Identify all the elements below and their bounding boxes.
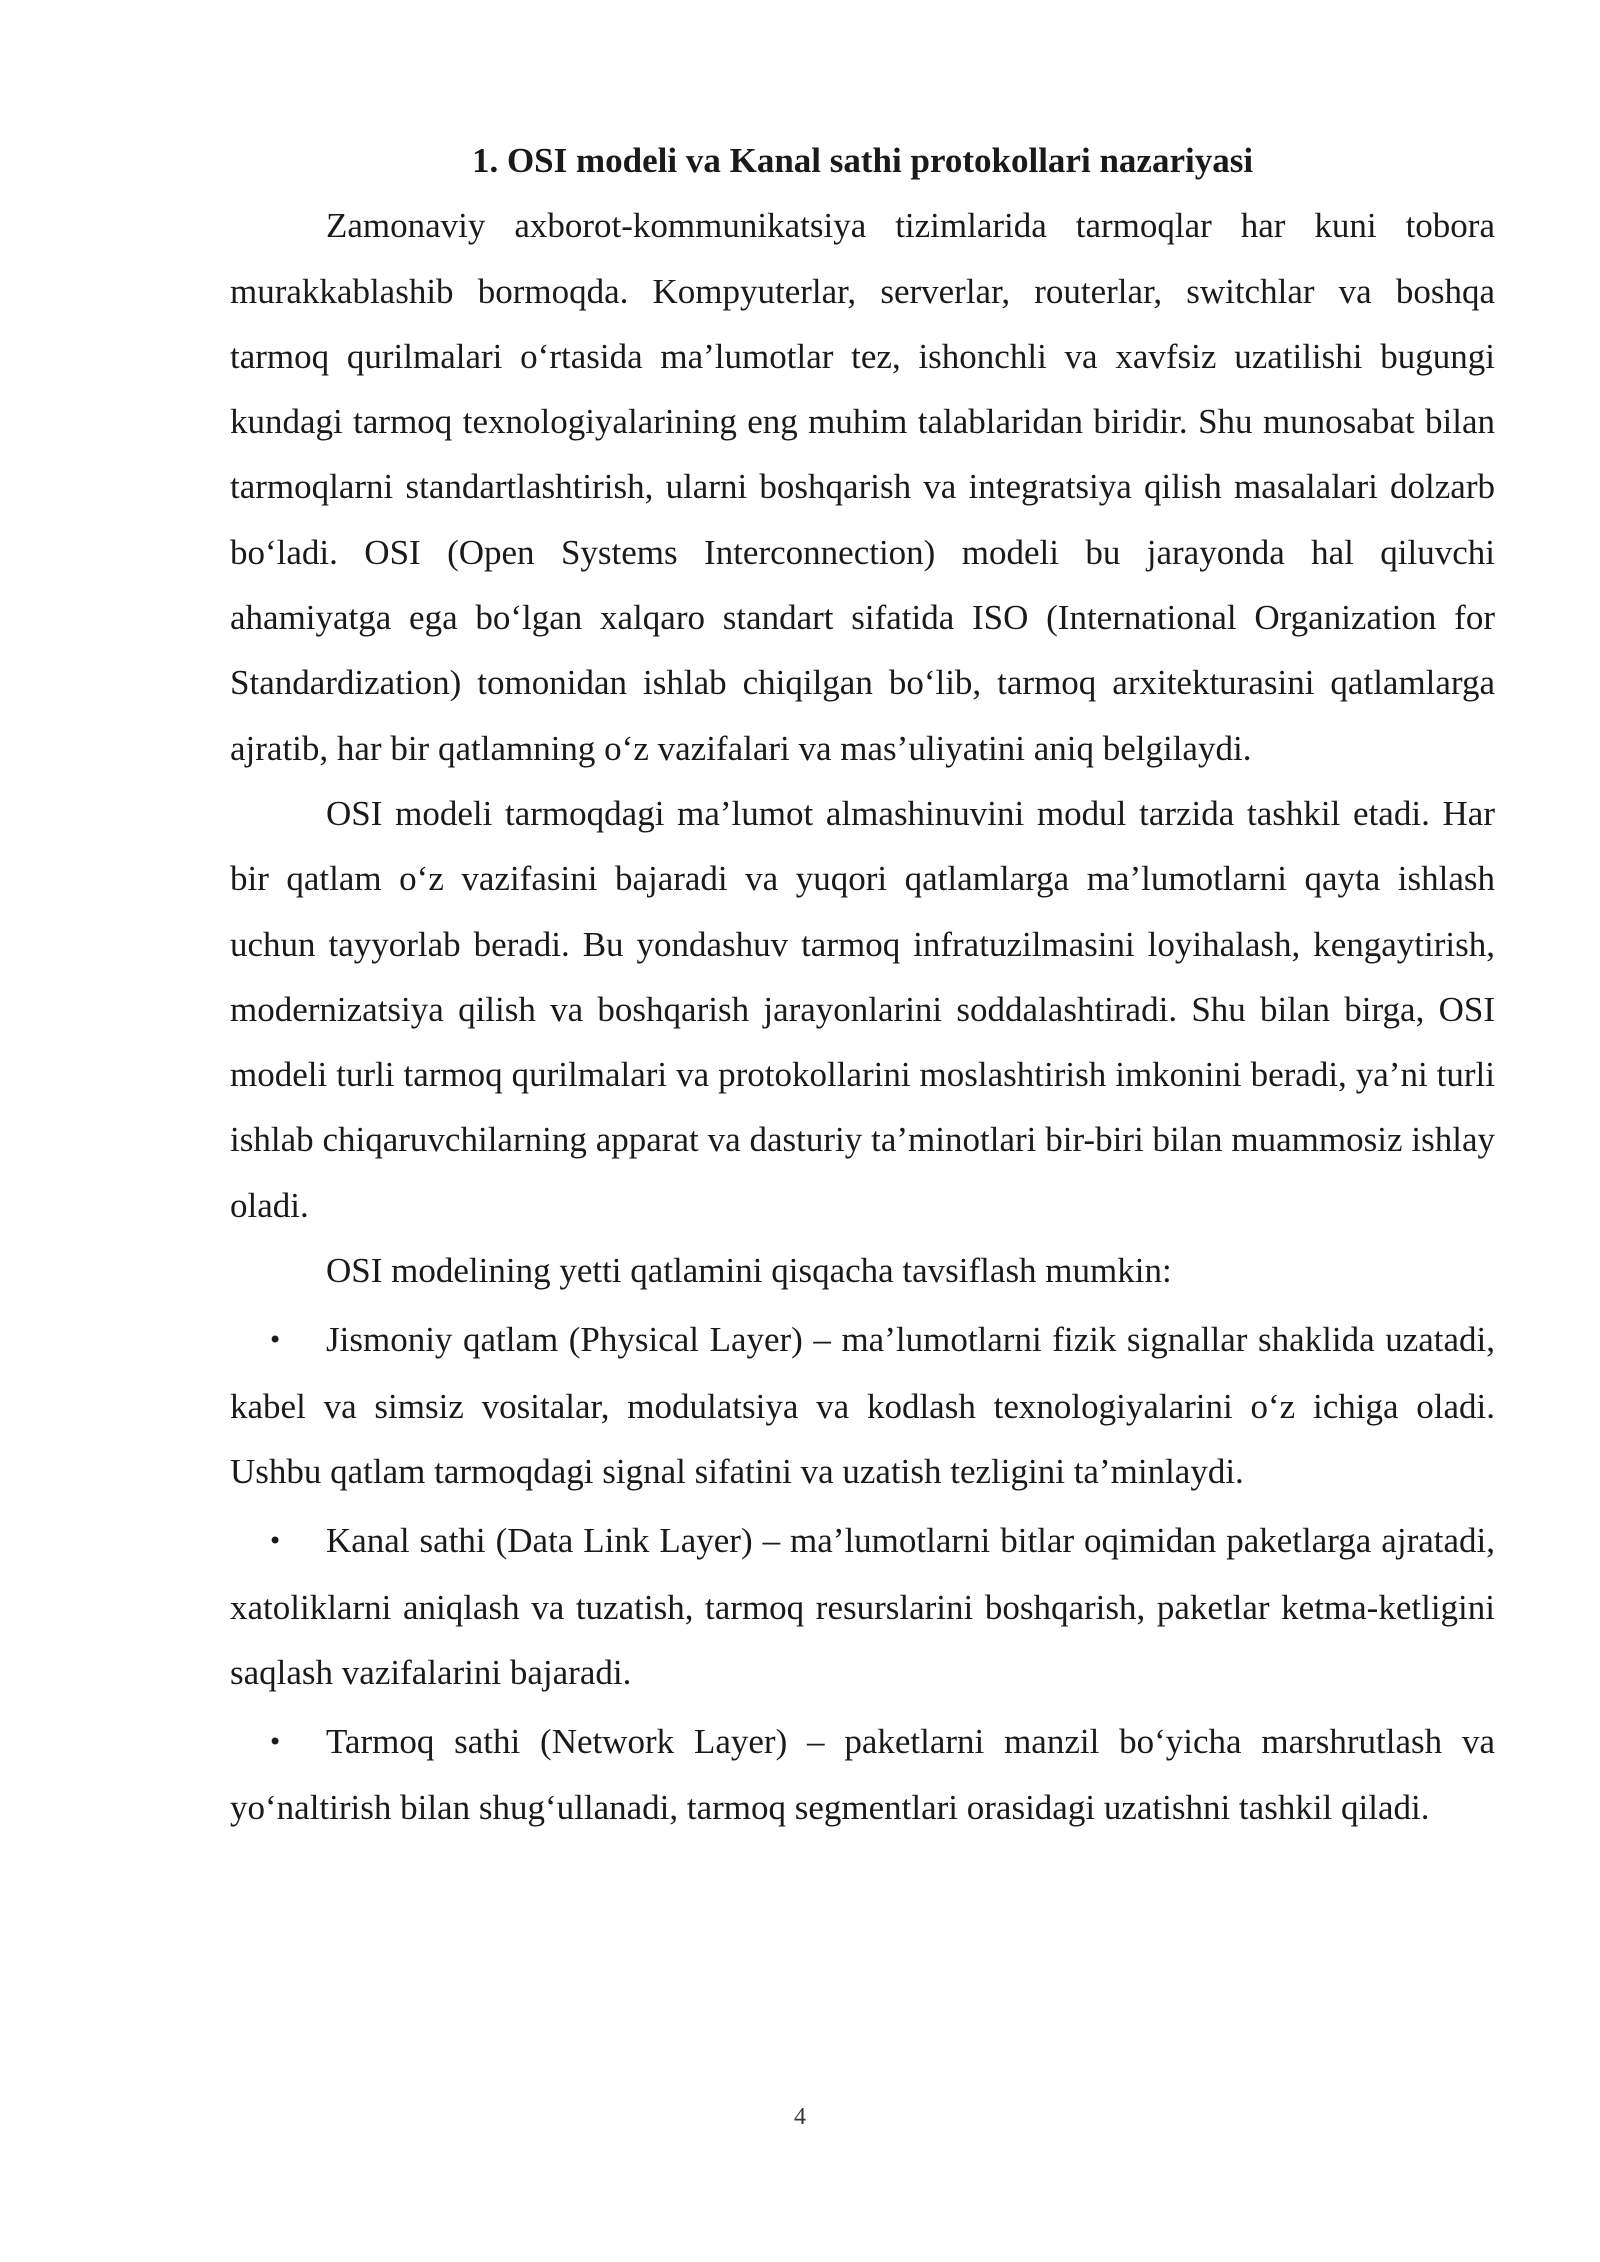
bullet-icon: • — [268, 1728, 283, 1757]
bullet-item-network-layer — [230, 1709, 1495, 1841]
section-heading: 1. OSI modeli va Kanal sathi protokollari nazariyasi — [471, 141, 1254, 180]
bullet-icon: • — [268, 1326, 283, 1355]
paragraph-intro: Zamonaviy axborot-kommunikatsiya tizimlarida tarmoqlar har kuni tobora murakkablashib bormoqda. Kompyuterlar, serverlar, routerlar, switchlar va boshqa tarmoq qurilmalari oʻrtasida ma’lumotlar tez, ishonchli va xavfsiz uzatilishi bugungi kundagi tarmoq texnologiyalarining eng muhim talablaridan biridir. Shu munosabat bilan tarmoqlarni standartlashtirish, ularni boshqarish va integratsiya qilish masalalari dolzarb boʻladi. OSI (Open Systems Interconnection) modeli bu jarayonda hal qiluvchi ahamiyatga ega boʻlgan xalqaro standart sifatida ISO (International Organization for Standardization) tomonidan ishlab chiqilgan boʻlib, tarmoq arxitekturasini qatlamlarga ajratib, har bir qatlamning oʻz vazifalari va mas’uliyatini aniq belgilaydi. — [230, 206, 1495, 768]
page-content — [230, 128, 1495, 1841]
bullet-item-physical-layer — [230, 1307, 1495, 1504]
paragraph-layers-intro: OSI modelining yetti qatlamini qisqacha tavsiflash mumkin: — [326, 1251, 1172, 1291]
bullet-text: Kanal sathi (Data Link Layer) – ma’lumotlarni bitlar oqimidan paketlarga ajratadi, xatoliklarni aniqlash va tuzatish, tarmoq resurslarini boshqarish, paketlar ketma-ketligini saqlash vazifalarini bajaradi. — [230, 1521, 1495, 1692]
bullet-icon: • — [268, 1527, 283, 1556]
paragraph-osi-model: OSI modeli tarmoqdagi ma’lumot almashinuvini modul tarzida tashkil etadi. Har bir qatlam oʻz vazifasini bajaradi va yuqori qatlamlarga ma’lumotlarni qayta ishlash uchun tayyorlab beradi. Bu yondashuv tarmoq infratuzilmasini loyihalash, kengaytirish, modernizatsiya qilish va boshqarish jarayonlarini soddalashtiradi. Shu bilan birga, OSI modeli turli tarmoq qurilmalari va protokollarini moslashtirish imkonini beradi, ya’ni turli ishlab chiqaruvchilarning apparat va dasturiy ta’minotlari bir-biri bilan muammosiz ishlay oladi. — [230, 793, 1495, 1225]
page-number: 4 — [794, 2104, 806, 2130]
bullet-text: Jismoniy qatlam (Physical Layer) – ma’lumotlarni fizik signallar shaklida uzatadi, kabel va simsiz vositalar, modulatsiya va kodlash texnologiyalarini oʻz ichiga oladi. Ushbu qatlam tarmoqdagi signal sifatini va uzatish tezligini ta’minlaydi. — [230, 1320, 1495, 1491]
bullet-item-data-link-layer — [230, 1508, 1495, 1705]
bullet-text: Tarmoq sathi (Network Layer) – paketlarni manzil boʻyicha marshrutlash va yoʻnaltirish bilan shugʻullanadi, tarmoq segmentlari orasidagi uzatishni tashkil qiladi. — [230, 1722, 1495, 1828]
